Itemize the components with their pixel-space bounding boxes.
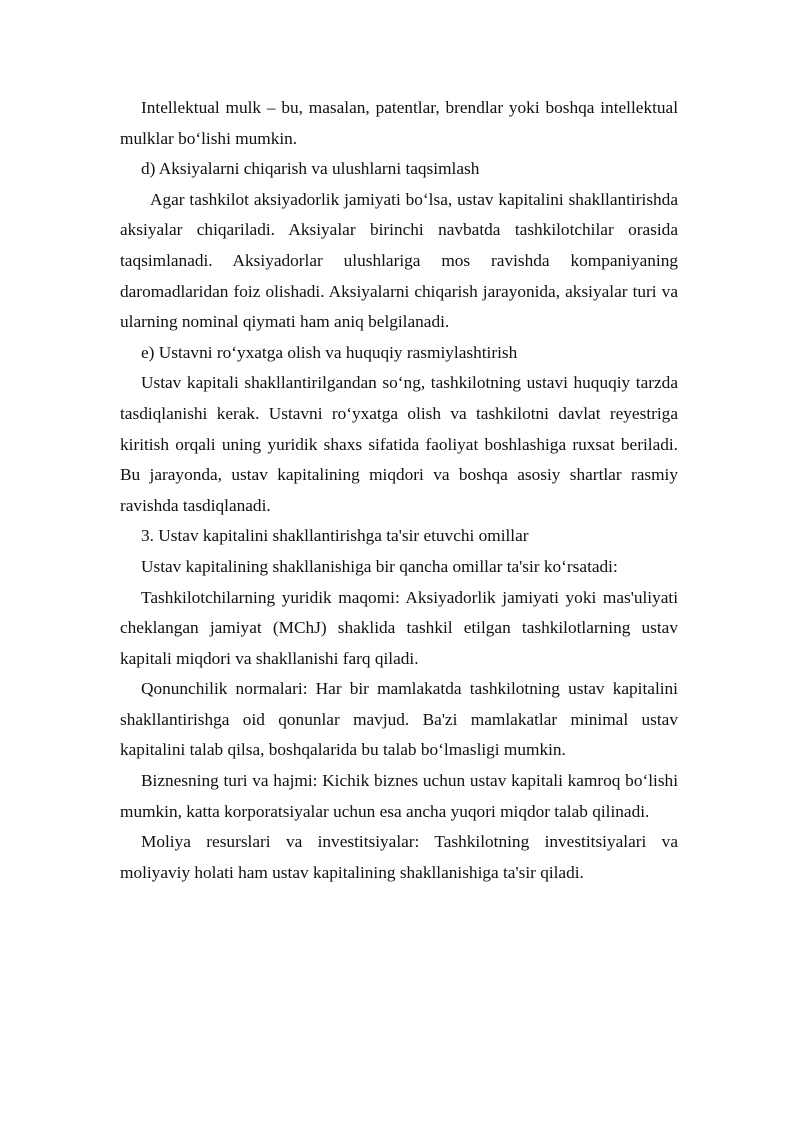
paragraph-factors-intro: Ustav kapitalining shakllanishiga bir qancha omillar ta'sir ko‘rsatadi: bbox=[141, 556, 618, 576]
paragraph-business-type: Biznesning turi va hajmi: Kichik biznes uchun ustav kapitali kamroq bo‘lishi mumkin, katta korporatsiyalar uchun esa ancha yuqori miqdor talab qilinadi. bbox=[120, 771, 678, 821]
paragraph-legislation: Qonunchilik normalari: Har bir mamlakatda tashkilotning ustav kapitalini shakllantirishga oid qonunlar mavjud. Ba'zi mamlakatlar minimal ustav kapitalini talab qilsa, boshqalarida bu talab bo‘lmasligi mumkin. bbox=[120, 679, 678, 760]
section-heading-factors: 3. Ustav kapitalini shakllantirishga ta'sir etuvchi omillar bbox=[141, 526, 529, 546]
document-body bbox=[120, 93, 678, 888]
paragraph-shares-issuance: Agar tashkilot aksiyadorlik jamiyati bo‘lsa, ustav kapitalini shakllantirishda aksiyalar chiqariladi. Aksiyalar birinchi navbatda tashkilotchilar orasida taqsimlanadi. Aksiyadorlar ulushlariga mos ravishda kompaniyaning daromadlaridan foiz olishadi. Aksiyalarni chiqarish jarayonida, aksiyalar turi va ularning nominal qiymati ham aniq belgilanadi. bbox=[120, 189, 678, 332]
paragraph-financial-resources: Moliya resurslari va investitsiyalar: Tashkilotning investitsiyalari va moliyaviy holati ham ustav kapitalining shakllanishiga ta'sir qiladi. bbox=[120, 832, 678, 882]
subheading-shares-issuance: d) Aksiyalarni chiqarish va ulushlarni taqsimlash bbox=[141, 159, 480, 179]
paragraph-charter-registration: Ustav kapitali shakllantirilgandan so‘ng, tashkilotning ustavi huquqiy tarzda tasdiqlanishi kerak. Ustavni ro‘yxatga olish va tashkilotni davlat reyestriga kiritish orqali uning yuridik shaxs sifatida faoliyat boshlashiga ruxsat beriladi. Bu jarayonda, ustav kapitalining miqdori va boshqa asosiy shartlar rasmiy ravishda tasdiqlanadi. bbox=[120, 373, 678, 515]
paragraph-intellectual-property: Intellektual mulk – bu, masalan, patentlar, brendlar yoki boshqa intellektual mulklar bo‘lishi mumkin. bbox=[120, 98, 678, 148]
subheading-charter-registration: e) Ustavni ro‘yxatga olish va huquqiy rasmiylashtirish bbox=[141, 342, 518, 362]
paragraph-legal-status: Tashkilotchilarning yuridik maqomi: Aksiyadorlik jamiyati yoki mas'uliyati cheklangan jamiyat (MChJ) shaklida tashkil etilgan tashkilotlarning ustav kapitali miqdori va shakllanishi farq qiladi. bbox=[120, 587, 678, 668]
